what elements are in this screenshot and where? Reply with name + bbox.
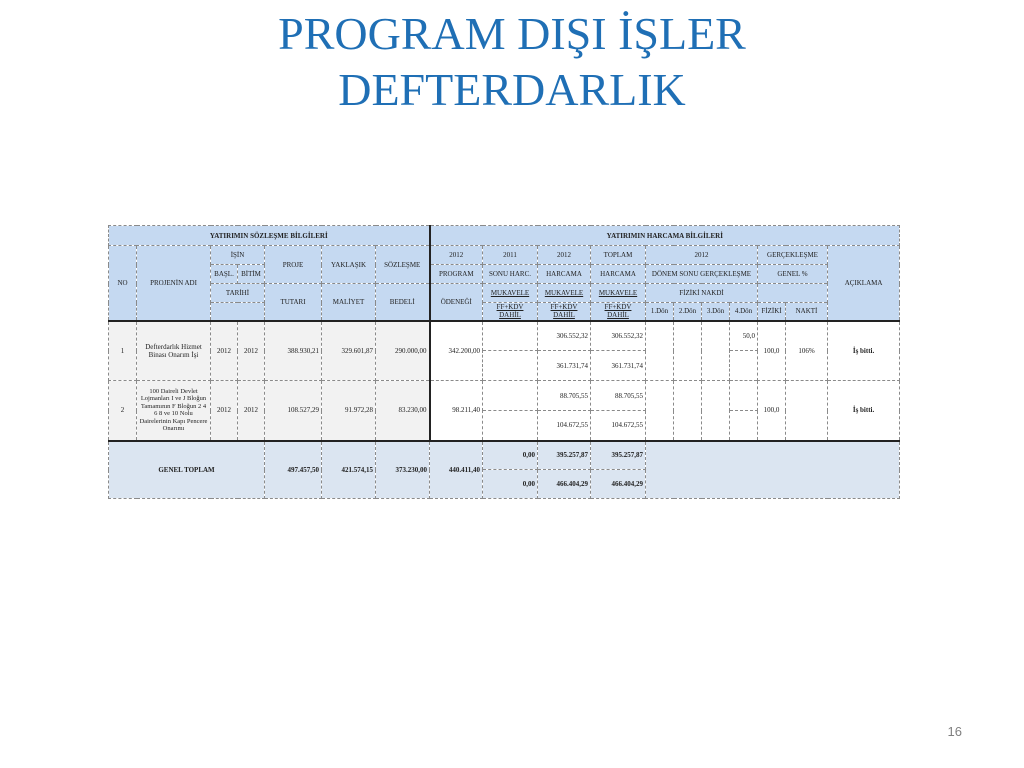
- investment-table: [108, 225, 900, 510]
- row-sonu-b: [483, 411, 538, 441]
- row-yaklasik: 329.601,87: [322, 321, 376, 381]
- total-toplam-b: 466.404,29: [591, 470, 646, 499]
- row-harcama-a: 88.705,55: [538, 381, 591, 411]
- col-don3: 3.Dön: [702, 303, 730, 321]
- row-don4: 50,0: [730, 321, 758, 351]
- row-program: 98.211,40: [430, 381, 483, 441]
- row-sonu-b: [483, 351, 538, 381]
- col-gercek-2: GENEL %: [758, 265, 828, 284]
- row-harcama-a: 306.552,32: [538, 321, 591, 351]
- row-harcama-b: 361.731,74: [538, 351, 591, 381]
- col-sozlesme-2: BEDELİ: [376, 284, 430, 321]
- col-harcama-1: 2012: [538, 246, 591, 265]
- col-sonu-1: 2011: [483, 246, 538, 265]
- col-sonu-2: SONU HARC.: [483, 265, 538, 284]
- row-no: 1: [109, 321, 137, 381]
- row-project-name: 100 Daireli Devlet Lojmanları I ve J Bloğun Tamamının F Bloğun 2 4 6 8 ve 10 Nolu Dairelerinin Kapı Pencere Onarımı: [137, 381, 211, 441]
- row-basl: 2012: [211, 321, 238, 381]
- row-don3: [702, 381, 730, 441]
- row-fiziki: 100,0: [758, 321, 786, 381]
- row-yaklasik: 91.972,28: [322, 381, 376, 441]
- row-don2: [674, 321, 702, 381]
- total-proje: 497.457,50: [265, 441, 322, 499]
- row-aciklama: İş bitti.: [828, 321, 900, 381]
- row-proje: 388.930,21: [265, 321, 322, 381]
- row-fiziki: 100,0: [758, 381, 786, 441]
- row-nakti: 106%: [786, 321, 828, 381]
- col-don4: 4.Dön: [730, 303, 758, 321]
- col-nakti: NAKTİ: [786, 303, 828, 321]
- total-row: [109, 441, 900, 470]
- col-gercek-blank: [758, 284, 828, 303]
- row-don1: [646, 381, 674, 441]
- col-fiziki: FİZİKİ: [758, 303, 786, 321]
- total-harcama-b: 466.404,29: [538, 470, 591, 499]
- header-row-3: [109, 284, 900, 303]
- section-contract-info: YATIRIMIN SÖZLEŞME BİLGİLERİ: [109, 226, 430, 246]
- header-row-2: [109, 265, 900, 284]
- row-don4-b: [730, 351, 758, 381]
- total-sonu-a: 0,00: [483, 441, 538, 470]
- total-program: 440.411,40: [430, 441, 483, 499]
- row-don4: [730, 381, 758, 411]
- col-gercek-1: GERÇEKLEŞME: [758, 246, 828, 265]
- section-header-row: [109, 226, 900, 246]
- total-label: GENEL TOPLAM: [109, 441, 265, 499]
- row-nakti: [786, 381, 828, 441]
- col-toplam-2: HARCAMA: [591, 265, 646, 284]
- title-line-1: PROGRAM DIŞI İŞLER: [278, 8, 746, 59]
- col-proje-2: TUTARI: [265, 284, 322, 321]
- col-program-1: 2012: [430, 246, 483, 265]
- row-don4-b: [730, 411, 758, 441]
- col-program-2: PROGRAM: [430, 265, 483, 284]
- row-don3: [702, 321, 730, 381]
- total-harcama-a: 395.257,87: [538, 441, 591, 470]
- row-aciklama: İş bitti.: [828, 381, 900, 441]
- row-basl: 2012: [211, 381, 238, 441]
- col-harcama-mukavele: MUKAVELE: [538, 284, 591, 303]
- row-no: 2: [109, 381, 137, 441]
- row-don1: [646, 321, 674, 381]
- col-don1: 1.Dön: [646, 303, 674, 321]
- col-don2: 2.Dön: [674, 303, 702, 321]
- row-toplam-b: 104.672,55: [591, 411, 646, 441]
- total-toplam-a: 395.257,87: [591, 441, 646, 470]
- col-sozlesme-1: SÖZLEŞME: [376, 246, 430, 284]
- col-sonu-mukavele: MUKAVELE: [483, 284, 538, 303]
- header-row-4: [109, 303, 900, 321]
- table-grid: [108, 225, 900, 499]
- col-aciklama: AÇIKLAMA: [828, 246, 900, 321]
- total-blank: [646, 441, 900, 499]
- col-program-3: ÖDENEĞİ: [430, 284, 483, 321]
- row-bitim: 2012: [238, 321, 265, 381]
- row-sozlesme: 290.000,00: [376, 321, 430, 381]
- col-harcama-ffkdv: FF+KDV DAHİL: [538, 303, 591, 321]
- col-basl: BAŞL.: [211, 265, 238, 284]
- header-row-1: [109, 246, 900, 265]
- table-row: [109, 321, 900, 351]
- row-proje: 108.527,29: [265, 381, 322, 441]
- total-sonu-b: 0,00: [483, 470, 538, 499]
- total-sozlesme: 373.230,00: [376, 441, 430, 499]
- total-yaklasik: 421.574,15: [322, 441, 376, 499]
- col-harcama-2: HARCAMA: [538, 265, 591, 284]
- col-yaklasik-1: YAKLAŞIK: [322, 246, 376, 284]
- col-bitim: BİTİM: [238, 265, 265, 284]
- title-line-2: DEFTERDARLIK: [338, 64, 686, 115]
- row-toplam-b: 361.731,74: [591, 351, 646, 381]
- col-tarihi: TARİHİ: [211, 284, 265, 303]
- col-toplam-1: TOPLAM: [591, 246, 646, 265]
- row-sozlesme: 83.230,00: [376, 381, 430, 441]
- table-row: [109, 381, 900, 411]
- col-yaklasik-2: MALİYET: [322, 284, 376, 321]
- col-tarihi-blank: [211, 303, 265, 321]
- row-program: 342.200,00: [430, 321, 483, 381]
- row-sonu-a: [483, 321, 538, 351]
- col-toplam-ffkdv: FF+KDV DAHİL: [591, 303, 646, 321]
- col-fiziki-nakdi: FİZİKİ NAKDİ: [646, 284, 758, 303]
- row-toplam-a: 306.552,32: [591, 321, 646, 351]
- col-sonu-ffkdv: FF+KDV DAHİL: [483, 303, 538, 321]
- col-donem-2: DÖNEM SONU GERÇEKLEŞME: [646, 265, 758, 284]
- col-isin: İŞİN: [211, 246, 265, 265]
- page-number: 16: [947, 724, 962, 739]
- row-bitim: 2012: [238, 381, 265, 441]
- row-sonu-a: [483, 381, 538, 411]
- row-project-name: Defterdarlık Hizmet Binası Onarım İşi: [137, 321, 211, 381]
- col-toplam-mukavele: MUKAVELE: [591, 284, 646, 303]
- slide-title: [0, 6, 1024, 118]
- col-proje-1: PROJE: [265, 246, 322, 284]
- row-harcama-b: 104.672,55: [538, 411, 591, 441]
- row-don2: [674, 381, 702, 441]
- col-project-name: PROJENİN ADI: [137, 246, 211, 321]
- col-donem-1: 2012: [646, 246, 758, 265]
- section-expense-info: YATIRIMIN HARCAMA BİLGİLERİ: [430, 226, 900, 246]
- row-toplam-a: 88.705,55: [591, 381, 646, 411]
- col-no: NO: [109, 246, 137, 321]
